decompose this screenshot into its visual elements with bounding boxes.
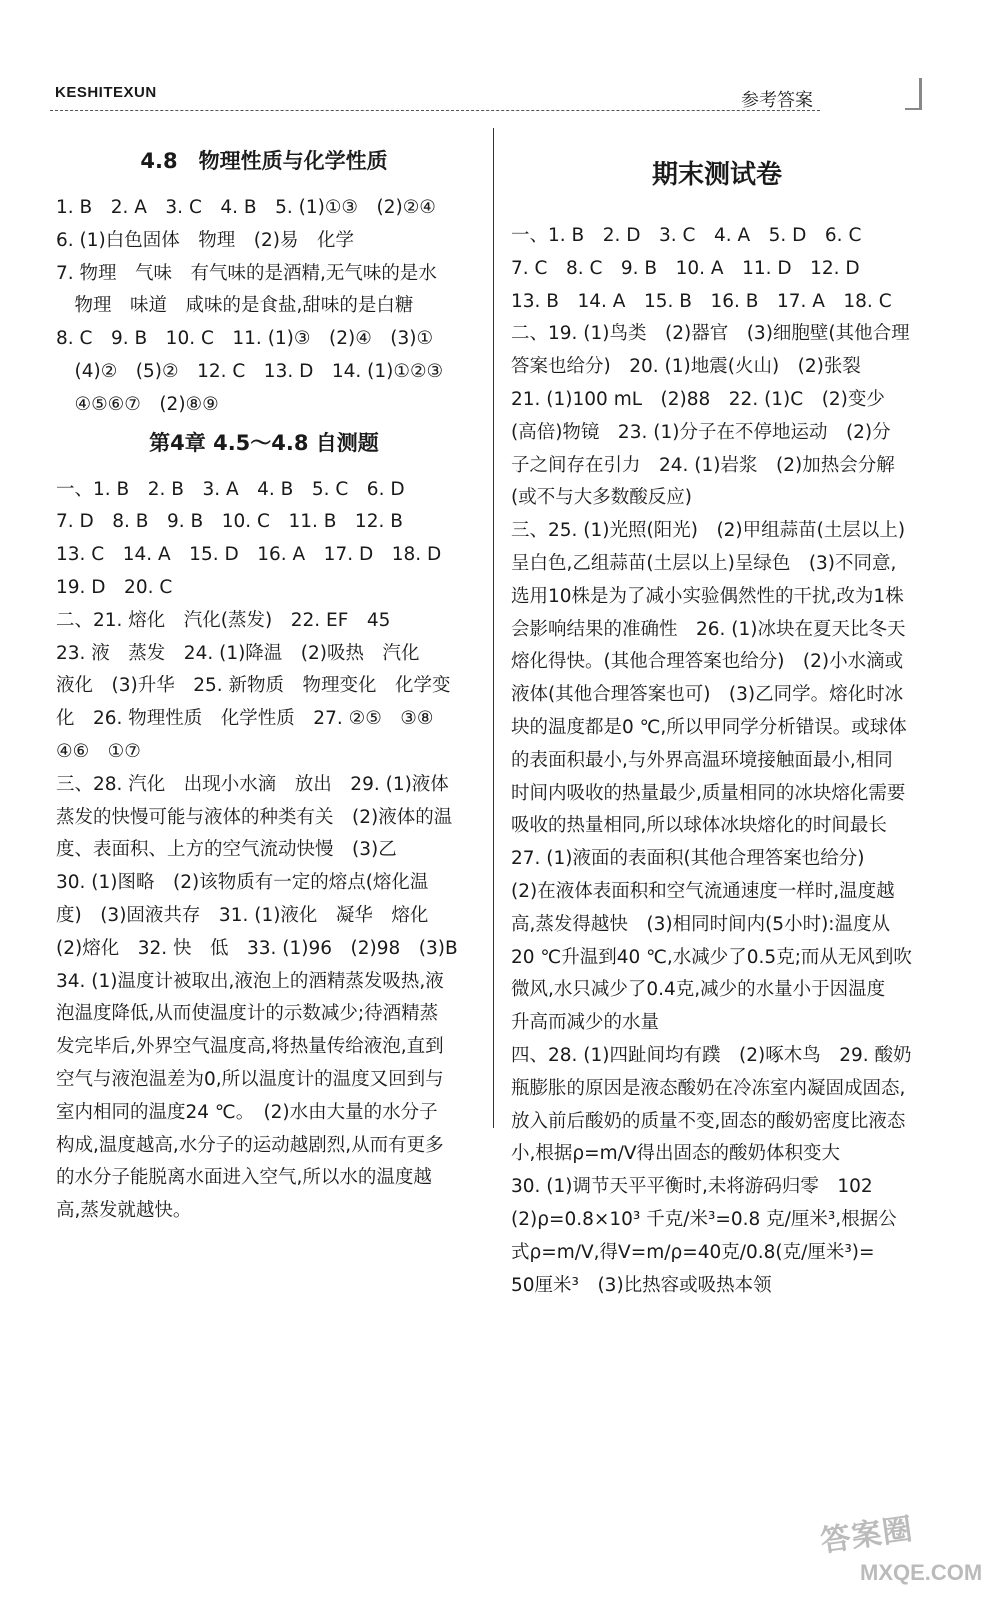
- answer-line: 微风,水只减少了0.4克,减少的水量小于因温度: [511, 979, 886, 1001]
- answer-line: 四、28. (1)四趾间均有蹼 (2)啄木鸟 29. 酸奶: [511, 1044, 912, 1066]
- answer-line: 13. B 14. A 15. B 16. B 17. A 18. C: [511, 290, 892, 312]
- answer-line: 升高而减少的水量: [511, 1012, 660, 1034]
- answer-line: 度、表面积、上方的空气流动快慢 (3)乙: [56, 839, 397, 861]
- watermark-logo: 答案圈: [818, 1512, 916, 1559]
- answer-line: 30. (1)图略 (2)该物质有一定的熔点(熔化温: [56, 872, 429, 894]
- exam-title: 期末测试卷: [651, 160, 782, 190]
- answer-line: 二、21. 熔化 汽化(蒸发) 22. EF 45: [56, 609, 391, 631]
- answer-line: 19. D 20. C: [56, 576, 173, 598]
- answer-line: 30. (1)调节天平平衡时,未将游码归零 102: [511, 1176, 873, 1198]
- answer-line: 发完毕后,外界空气温度高,将热量传给液泡,直到: [56, 1036, 444, 1058]
- answer-line: (高倍)物镜 23. (1)分子在不停地运动 (2)分: [511, 421, 891, 443]
- answer-line: 8. C 9. B 10. C 11. (1)③ (2)④ (3)①: [56, 328, 434, 350]
- answer-line: 13. C 14. A 15. D 16. A 17. D 18. D: [56, 544, 442, 566]
- header-decoration: [905, 78, 922, 110]
- answer-line: 小,根据ρ=m/V得出固态的酸奶体积变大: [511, 1143, 841, 1165]
- header-divider: [50, 110, 820, 111]
- answer-line: 液体(其他合理答案也可) (3)乙同学。熔化时冰: [511, 684, 904, 706]
- answer-line: 20 ℃升温到40 ℃,水减少了0.5克;而从无风到吹: [511, 946, 912, 968]
- answer-list: [511, 220, 923, 1302]
- answer-line: 子之间存在引力 24. (1)岩浆 (2)加热会分解: [511, 454, 895, 476]
- answer-line: (2)在液体表面积和空气流通速度一样时,温度越: [511, 880, 895, 902]
- answer-line: ④⑥ ①⑦: [56, 740, 141, 762]
- right-column: [511, 140, 923, 1302]
- answer-line: 物理 味道 咸味的是食盐,甜味的是白糖: [56, 295, 414, 317]
- watermark-url: MXQE.COM: [860, 1560, 983, 1585]
- section-title: 4.8 物理性质与化学性质: [140, 149, 388, 173]
- answer-line: 三、28. 汽化 出现小水滴 放出 29. (1)液体: [56, 773, 449, 795]
- answer-line: 吸收的热量相同,所以球体冰块熔化的时间最长: [511, 815, 887, 837]
- header-section-label: 参考答案: [741, 90, 813, 111]
- answer-line: 二、19. (1)鸟类 (2)器官 (3)细胞壁(其他合理: [511, 323, 910, 345]
- answer-line: 一、1. B 2. D 3. C 4. A 5. D 6. C: [511, 225, 862, 246]
- answer-line: (2)熔化 32. 快 低 33. (1)96 (2)98 (3)B: [56, 937, 458, 959]
- answer-line: 化 26. 物理性质 化学性质 27. ②⑤ ③⑧: [56, 708, 434, 730]
- answer-line: 时间内吸收的热量最少,质量相同的冰块熔化需要: [511, 782, 906, 804]
- answer-line: 放入前后酸奶的质量不变,固态的酸奶密度比液态: [511, 1110, 906, 1132]
- answer-line: 选用10株是为了减小实验偶然性的干扰,改为1株: [511, 585, 904, 607]
- answer-line: 度) (3)固液共存 31. (1)液化 凝华 熔化: [56, 904, 429, 926]
- answer-line: 27. (1)液面的表面积(其他合理答案也给分): [511, 848, 865, 870]
- left-column: [56, 140, 472, 1228]
- answer-line: 泡温度降低,从而使温度计的示数减少;待酒精蒸: [56, 1003, 439, 1025]
- answer-line: 高,蒸发得越快 (3)相同时间内(5小时):温度从: [511, 913, 891, 935]
- answer-line: 瓶膨胀的原因是液态酸奶在冷冻室内凝固成固态,: [511, 1077, 906, 1099]
- answer-line: 答案也给分) 20. (1)地震(火山) (2)张裂: [511, 356, 861, 378]
- answer-line: 熔化得快。(其他合理答案也给分) (2)小水滴或: [511, 651, 904, 673]
- answer-line: 块的温度都是0 ℃,所以甲同学分析错误。或球体: [511, 716, 907, 738]
- answer-line: 的表面积最小,与外界高温环境接触面最小,相同: [511, 749, 893, 771]
- answer-line: 6. (1)白色固体 物理 (2)易 化学: [56, 229, 354, 251]
- answer-line: (4)② (5)② 12. C 13. D 14. (1)①②③: [56, 360, 444, 382]
- answer-line: 1. B 2. A 3. C 4. B 5. (1)①③ (2)②④: [56, 197, 436, 218]
- answer-line: 7. D 8. B 9. B 10. C 11. B 12. B: [56, 511, 403, 533]
- answer-line: 高,蒸发就越快。: [56, 1200, 192, 1222]
- header-brand: KESHITEXUN: [55, 84, 157, 101]
- answer-line: 室内相同的温度24 ℃。 (2)水由大量的水分子: [56, 1101, 438, 1123]
- answer-line: 7. C 8. C 9. B 10. A 11. D 12. D: [511, 257, 860, 279]
- answer-line: 23. 液 蒸发 24. (1)降温 (2)吸热 汽化: [56, 642, 420, 664]
- answer-line: 34. (1)温度计被取出,液泡上的酒精蒸发吸热,液: [56, 970, 444, 992]
- answer-line: 7. 物理 气味 有气味的是酒精,无气味的是水: [56, 262, 437, 284]
- answer-line: 呈白色,乙组蒜苗(土层以上)呈绿色 (3)不同意,: [511, 552, 897, 574]
- answer-line: (2)ρ=0.8×10³ 千克/米³=0.8 克/厘米³,根据公: [511, 1208, 897, 1230]
- answer-line: 的水分子能脱离水面进入空气,所以水的温度越: [56, 1167, 432, 1189]
- answer-line: ④⑤⑥⑦ (2)⑧⑨: [56, 393, 219, 415]
- answer-line: 50厘米³ (3)比热容或吸热本领: [511, 1274, 772, 1296]
- column-divider: [493, 128, 494, 1128]
- answer-list: [56, 192, 472, 422]
- answer-line: 蒸发的快慢可能与液体的种类有关 (2)液体的温: [56, 806, 453, 828]
- answer-line: 式ρ=m/V,得V=m/ρ=40克/0.8(克/厘米³)=: [511, 1241, 875, 1263]
- answer-line: 构成,温度越高,水分子的运动越剧烈,从而有更多: [56, 1134, 444, 1156]
- answer-line: 液化 (3)升华 25. 新物质 物理变化 化学变: [56, 675, 451, 697]
- section-title: 第4章 4.5～4.8 自测题: [149, 430, 379, 455]
- answer-line: 会影响结果的准确性 26. (1)冰块在夏天比冬天: [511, 618, 906, 640]
- answer-line: 21. (1)100 mL (2)88 22. (1)C (2)变少: [511, 388, 885, 410]
- answer-line: 三、25. (1)光照(阳光) (2)甲组蒜苗(土层以上): [511, 520, 906, 542]
- answer-list: [56, 474, 472, 1228]
- answer-line: 一、1. B 2. B 3. A 4. B 5. C 6. D: [56, 478, 405, 500]
- answer-line: (或不与大多数酸反应): [511, 487, 692, 509]
- answer-line: 空气与液泡温差为0,所以温度计的温度又回到与: [56, 1068, 444, 1090]
